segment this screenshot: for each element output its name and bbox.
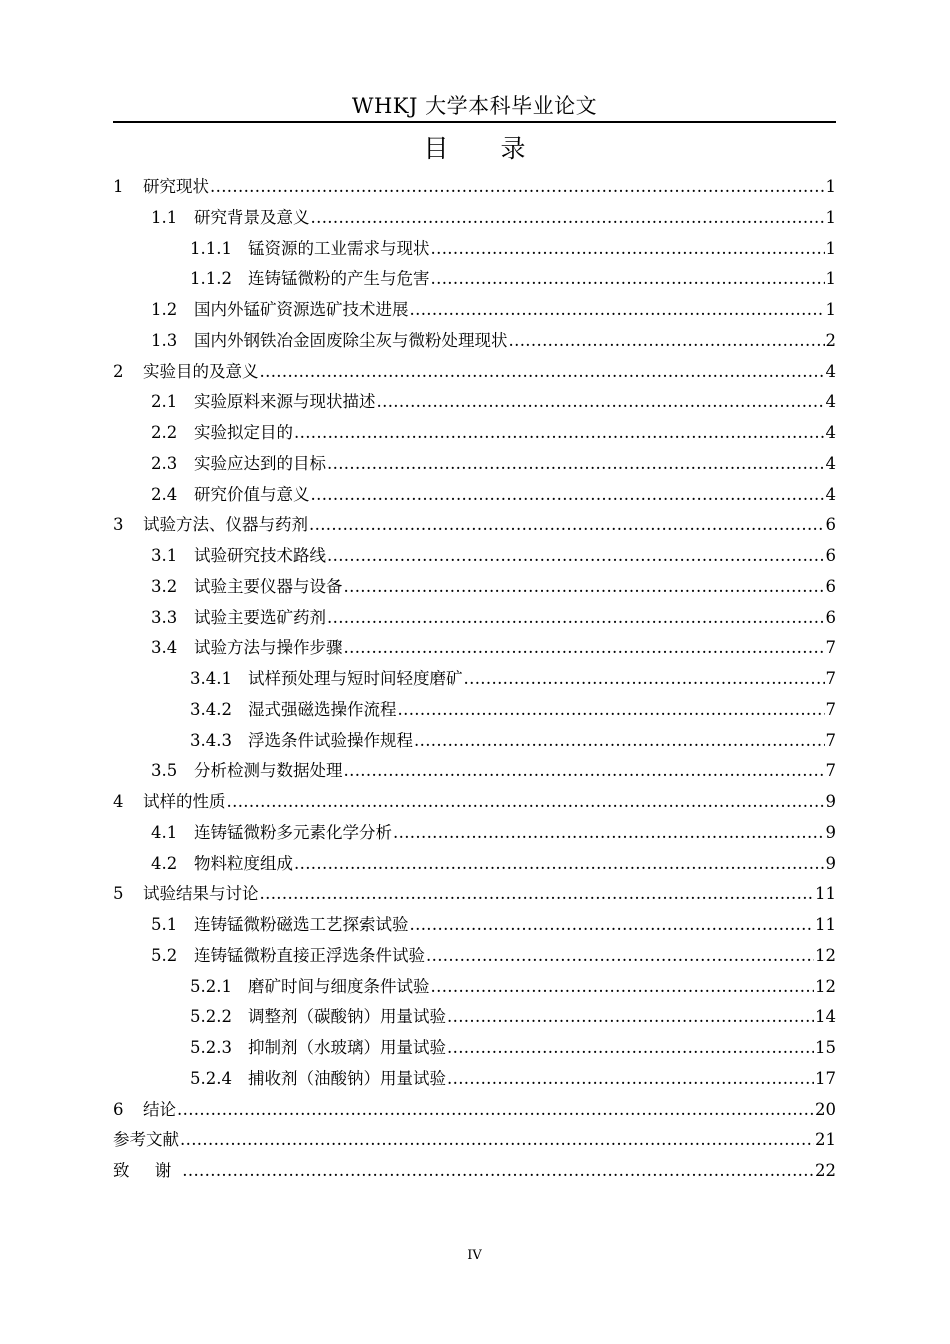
toc-entry-title: 捕收剂（油酸钠）用量试验	[248, 1068, 446, 1088]
toc-entry-title: 试验主要选矿药剂	[194, 607, 326, 627]
toc-entry-page: 4	[825, 453, 836, 473]
toc-entry-number: 5	[113, 884, 124, 904]
toc-dot-leader	[447, 1064, 814, 1095]
toc-entry[interactable]	[113, 726, 836, 757]
toc-entry-number: 4.1	[151, 822, 178, 842]
toc-entry-number: 5.2	[151, 945, 178, 965]
toc-entry-title: 研究背景及意义	[194, 207, 310, 227]
toc-entry-page: 20	[815, 1099, 836, 1119]
toc-entry[interactable]	[113, 418, 836, 449]
toc-entry-page: 9	[825, 792, 836, 811]
toc-entry-number: 3.1	[151, 546, 178, 565]
toc-entry-page: 9	[825, 853, 836, 873]
toc-entry-page: 1	[825, 269, 836, 289]
toc-dot-leader	[327, 541, 825, 572]
toc-entry-number: 5.2.3	[190, 1038, 232, 1057]
toc-dot-leader	[227, 787, 825, 818]
toc-entry-page: 11	[815, 884, 836, 904]
toc-entry[interactable]	[113, 387, 836, 418]
toc-dot-leader	[180, 1125, 814, 1156]
toc-entry-page: 4	[825, 361, 836, 381]
toc-entry-number: 1	[113, 177, 124, 196]
toc-entry-number: 3.4.2	[190, 699, 232, 719]
toc-dot-leader	[410, 910, 815, 941]
toc-entry-page: 12	[815, 976, 836, 996]
toc-entry-page: 7	[825, 761, 836, 781]
toc-entry-number: 5.1	[151, 915, 178, 934]
toc-entry-title: 结论	[143, 1099, 176, 1119]
toc-entry-number: 3.4	[151, 638, 178, 658]
toc-entry-number: 1.1.1	[190, 238, 232, 258]
toc-dot-leader	[327, 603, 825, 634]
toc-dot-leader	[177, 1095, 814, 1126]
toc-entry-page: 9	[825, 822, 836, 842]
toc-entry[interactable]	[113, 756, 836, 787]
toc-entry[interactable]	[113, 357, 836, 388]
toc-entry-number: 2	[113, 361, 124, 381]
toc-entry-title: 连铸锰微粉直接正浮选条件试验	[194, 945, 425, 965]
toc-dot-leader	[327, 449, 825, 480]
toc-entry-number: 3.4.1	[190, 669, 232, 688]
toc-dot-leader	[464, 664, 825, 695]
toc-entry-title: 锰资源的工业需求与现状	[248, 238, 430, 258]
toc-entry-page: 7	[825, 669, 836, 688]
toc-entry-number: 2.4	[151, 484, 178, 504]
toc-dot-leader	[393, 818, 825, 849]
toc-entry-title: 试验研究技术路线	[194, 546, 326, 565]
toc-entry-page: 15	[815, 1038, 836, 1057]
toc-entry-title: 国内外钢铁冶金固废除尘灰与微粉处理现状	[194, 330, 508, 350]
toc-entry[interactable]	[113, 326, 836, 357]
toc-entry-number: 6	[113, 1099, 124, 1119]
toc-entry-title: 浮选条件试验操作规程	[248, 730, 413, 750]
toc-entry[interactable]	[113, 541, 836, 572]
toc-entry-page: 6	[825, 515, 836, 535]
toc-dot-leader	[431, 972, 815, 1003]
toc-entry-title: 实验目的及意义	[143, 361, 259, 381]
toc-entry-number: 4	[113, 792, 124, 811]
toc-dot-leader	[431, 234, 825, 265]
toc-entry-number: 3.3	[151, 607, 178, 627]
toc-entry-title: 实验原料来源与现状描述	[194, 392, 376, 412]
toc-entry[interactable]	[113, 633, 836, 664]
toc-entry-page: 1	[825, 238, 836, 258]
toc-entry-title: 抑制剂（水玻璃）用量试验	[248, 1038, 446, 1057]
toc-entry[interactable]	[113, 849, 836, 880]
table-of-contents	[113, 172, 836, 1187]
toc-entry-title: 试样的性质	[143, 792, 226, 811]
toc-entry[interactable]	[113, 1002, 836, 1033]
toc-entry[interactable]	[113, 1064, 836, 1095]
toc-entry[interactable]	[113, 264, 836, 295]
header-rule	[113, 121, 836, 123]
toc-dot-leader	[311, 203, 825, 234]
toc-entry[interactable]	[113, 695, 836, 726]
toc-entry-title: 试验方法与操作步骤	[194, 638, 343, 658]
toc-entry-page: 14	[815, 1007, 836, 1027]
toc-dot-leader	[344, 572, 825, 603]
toc-entry-number: 3.2	[151, 576, 178, 596]
toc-entry-title: 分析检测与数据处理	[194, 761, 343, 781]
toc-entry-page: 4	[825, 484, 836, 504]
toc-entry-page: 1	[825, 177, 836, 196]
toc-entry-page: 17	[815, 1068, 836, 1088]
toc-dot-leader	[260, 879, 815, 910]
toc-dot-leader	[294, 418, 825, 449]
toc-dot-leader	[414, 726, 825, 757]
toc-entry-number: 5.2.2	[190, 1007, 232, 1027]
toc-entry-title: 试验结果与讨论	[143, 884, 259, 904]
toc-entry-title: 试验方法、仪器与药剂	[143, 515, 308, 535]
toc-entry-page: 22	[815, 1161, 836, 1180]
toc-entry-title: 试样预处理与短时间轻度磨矿	[248, 669, 463, 688]
toc-dot-leader	[509, 326, 825, 357]
toc-dot-leader	[294, 849, 825, 880]
toc-entry-title: 物料粒度组成	[194, 853, 293, 873]
toc-entry-number: 2.2	[151, 423, 178, 442]
toc-entry-title: 湿式强磁选操作流程	[248, 699, 397, 719]
toc-dot-leader	[377, 387, 825, 418]
toc-entry-title: 连铸锰微粉的产生与危害	[248, 269, 430, 289]
toc-entry-page: 1	[825, 207, 836, 227]
toc-entry-title: 连铸锰微粉多元素化学分析	[194, 822, 392, 842]
toc-entry-number: 2.1	[151, 392, 178, 412]
toc-entry-number: 1.1	[151, 207, 178, 227]
toc-dot-leader	[311, 480, 825, 511]
toc-entry[interactable]	[113, 1156, 836, 1187]
toc-entry-number: 2.3	[151, 453, 178, 473]
toc-entry-page: 11	[815, 915, 836, 934]
toc-dot-leader	[426, 941, 814, 972]
toc-entry-page: 4	[825, 423, 836, 442]
toc-entry-number: 5.2.4	[190, 1068, 232, 1088]
toc-entry[interactable]	[113, 972, 836, 1003]
toc-entry-number: 1.3	[151, 330, 178, 350]
toc-entry-title: 研究现状	[143, 177, 209, 196]
toc-dot-leader	[260, 357, 825, 388]
page-number: IV	[467, 1248, 482, 1263]
toc-entry-page: 7	[825, 730, 836, 750]
toc-title: 目 录	[423, 134, 548, 163]
toc-entry-number: 1.1.2	[190, 269, 232, 289]
toc-entry-number: 4.2	[151, 853, 178, 873]
toc-entry[interactable]	[113, 941, 836, 972]
toc-entry-page: 6	[825, 546, 836, 565]
toc-entry[interactable]	[113, 572, 836, 603]
toc-entry-page: 1	[825, 300, 836, 319]
toc-entry[interactable]	[113, 787, 836, 818]
toc-entry-page: 12	[815, 945, 836, 965]
toc-entry[interactable]	[113, 1033, 836, 1064]
toc-entry-title: 实验应达到的目标	[194, 453, 326, 473]
toc-entry[interactable]	[113, 449, 836, 480]
toc-entry[interactable]	[113, 603, 836, 634]
running-header: WHKJ 大学本科毕业论文	[351, 94, 598, 118]
toc-entry-page: 4	[825, 392, 836, 412]
toc-dot-leader	[210, 172, 825, 203]
toc-entry-title: 参考文献	[113, 1130, 179, 1150]
toc-entry-title: 连铸锰微粉磁选工艺探索试验	[194, 915, 409, 934]
toc-entry-title: 研究价值与意义	[194, 484, 310, 504]
toc-entry[interactable]	[113, 203, 836, 234]
toc-dot-leader	[447, 1033, 814, 1064]
toc-entry[interactable]	[113, 1095, 836, 1126]
toc-entry[interactable]	[113, 172, 836, 203]
toc-entry[interactable]	[113, 664, 836, 695]
toc-dot-leader	[344, 633, 825, 664]
toc-entry[interactable]	[113, 879, 836, 910]
toc-entry-page: 6	[825, 607, 836, 627]
toc-entry[interactable]	[113, 295, 836, 326]
toc-entry-title: 调整剂（碳酸钠）用量试验	[248, 1007, 446, 1027]
toc-entry-page: 2	[825, 330, 836, 350]
toc-entry-number: 5.2.1	[190, 976, 232, 996]
toc-entry[interactable]	[113, 910, 836, 941]
toc-entry-title: 实验拟定目的	[194, 423, 293, 442]
toc-entry-number: 1.2	[151, 300, 178, 319]
toc-entry-page: 7	[825, 699, 836, 719]
toc-entry[interactable]	[113, 510, 836, 541]
toc-dot-leader	[344, 756, 825, 787]
toc-dot-leader	[309, 510, 825, 541]
toc-entry-title: 国内外锰矿资源选矿技术进展	[194, 300, 409, 319]
toc-entry-title: 磨矿时间与细度条件试验	[248, 976, 430, 996]
toc-dot-leader	[398, 695, 825, 726]
toc-dot-leader	[410, 295, 825, 326]
toc-entry[interactable]	[113, 1125, 836, 1156]
toc-entry-page: 7	[825, 638, 836, 658]
toc-entry-page: 6	[825, 576, 836, 596]
toc-entry-number: 3	[113, 515, 124, 535]
toc-entry[interactable]	[113, 480, 836, 511]
toc-entry-title: 试验主要仪器与设备	[194, 576, 343, 596]
toc-dot-leader	[182, 1156, 814, 1187]
toc-entry-page: 21	[815, 1130, 836, 1150]
toc-dot-leader	[447, 1002, 814, 1033]
toc-entry[interactable]	[113, 818, 836, 849]
toc-entry-number: 3.4.3	[190, 730, 232, 750]
toc-entry-title: 致 谢	[113, 1161, 182, 1180]
toc-entry[interactable]	[113, 234, 836, 265]
toc-entry-number: 3.5	[151, 761, 178, 781]
toc-dot-leader	[431, 264, 825, 295]
